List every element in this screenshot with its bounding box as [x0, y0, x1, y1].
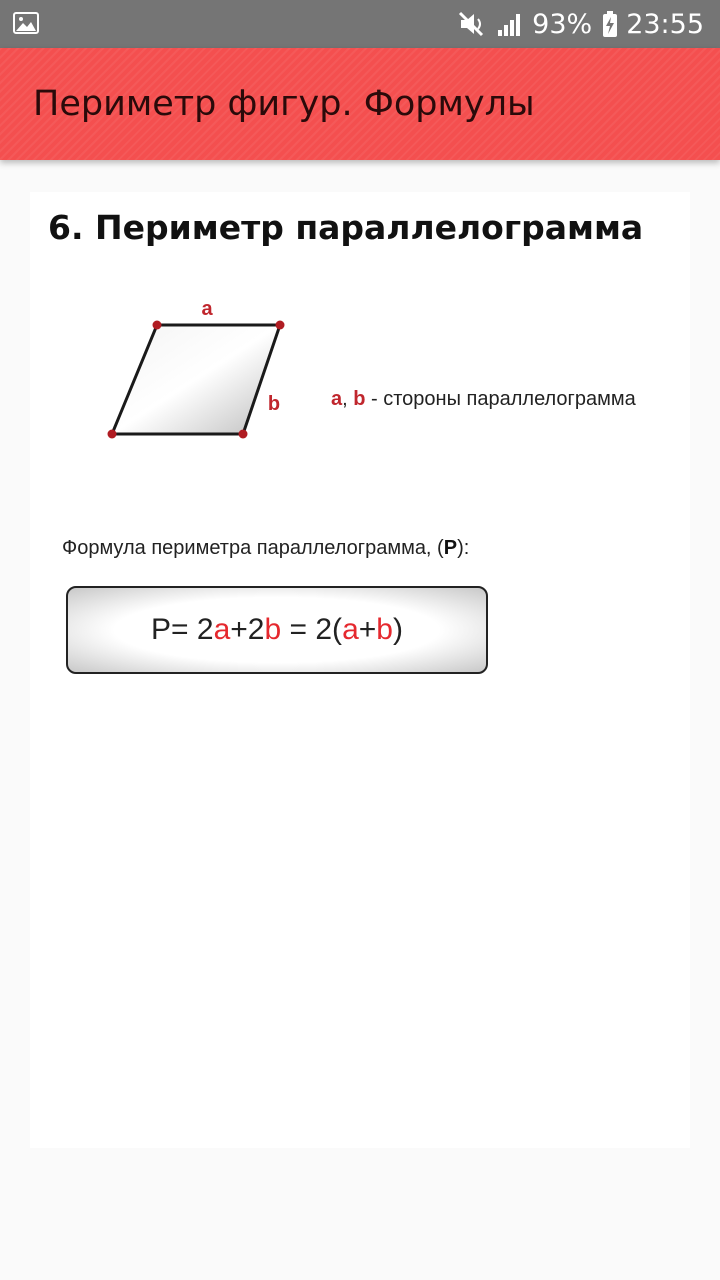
- side-label-a: a: [201, 298, 213, 320]
- section-heading: 6. Периметр параллелограмма: [48, 208, 644, 247]
- clock: 23:55: [626, 8, 704, 40]
- formula-part: P= 2: [151, 613, 214, 646]
- legend-var-a: a: [331, 388, 343, 410]
- formula-caption-close: ):: [457, 537, 470, 559]
- parallelogram-figure: [100, 292, 320, 452]
- formula-part: +: [358, 613, 377, 646]
- formula-part: ): [392, 613, 403, 646]
- side-label-b: b: [267, 393, 281, 415]
- legend-separator: ,: [342, 388, 354, 410]
- parallelogram-shape: [112, 325, 280, 434]
- formula-caption: [62, 537, 469, 560]
- sides-legend: [331, 388, 636, 411]
- status-bar: [0, 0, 720, 48]
- app-title: Периметр фигур. Формулы: [33, 84, 535, 124]
- legend-text: - стороны параллелограмма: [365, 388, 636, 410]
- formula-var-a: a: [342, 613, 359, 646]
- formula-var-b: b: [264, 613, 282, 646]
- legend-var-b: b: [353, 388, 366, 410]
- app-bar: [0, 48, 720, 160]
- status-icons: [458, 0, 704, 48]
- battery-percent: 93%: [532, 8, 593, 40]
- battery-charging-icon: [602, 10, 618, 38]
- vertex-dot: [239, 430, 248, 439]
- formula-caption-symbol: P: [443, 537, 458, 559]
- signal-icon: [496, 10, 524, 38]
- formula-var-b: b: [376, 613, 393, 646]
- vertex-dot: [108, 430, 117, 439]
- image-icon: [13, 12, 39, 34]
- content-card: [30, 192, 690, 1148]
- vertex-dot: [276, 321, 285, 330]
- mute-icon: [458, 10, 488, 38]
- formula-box: [66, 586, 488, 674]
- formula-var-a: a: [213, 613, 231, 646]
- formula-part: +2: [230, 613, 265, 646]
- formula-part: = 2(: [281, 613, 343, 646]
- formula-caption-text: Формула периметра параллелограмма, (: [62, 537, 444, 559]
- vertex-dot: [153, 321, 162, 330]
